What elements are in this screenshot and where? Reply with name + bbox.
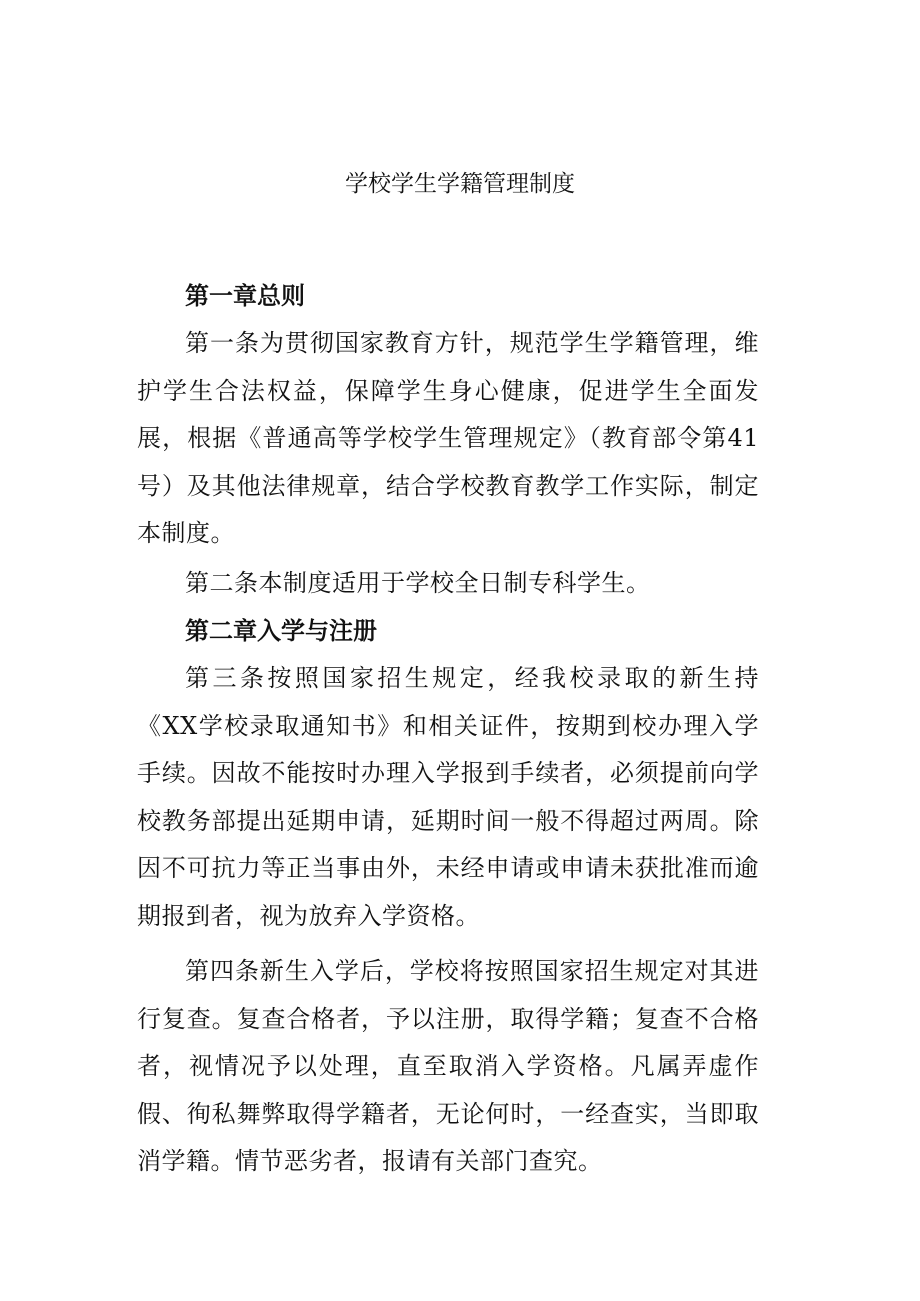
chapter-1-heading: 第一章总则 [185, 282, 305, 310]
article-3: 第三条按照国家招生规定，经我校录取的新生持《XX学校录取通知书》和相关证件，按期到校办理入学手续。因故不能按时办理入学报到手续者，必须提前向学校教务部提出延期申请，延期时间一般不得超过两周。除因不可抗力等正当事由外，未经申请或申请未获批准而逾期报到者，视为放弃入学资格。 [137, 664, 759, 930]
chapter-2-heading: 第二章入学与注册 [185, 617, 377, 645]
article-1: 第一条为贯彻国家教育方针，规范学生学籍管理，维护学生合法权益，保障学生身心健康，促进学生全面发展，根据《普通高等学校学生管理规定》（教育部令第41号）及其他法律规章，结合学校教育教学工作实际，制定本制度。 [137, 329, 759, 547]
document-body [137, 272, 759, 1186]
document-title: 学校学生学籍管理制度 [345, 171, 575, 197]
article-4: 第四条新生入学后，学校将按照国家招生规定对其进行复查。复查合格者，予以注册，取得学籍；复查不合格者，视情况予以处理，直至取消入学资格。凡属弄虚作假、徇私舞弊取得学籍者，无论何时，一经查实，当即取消学籍。情节恶劣者，报请有关部门查究。 [137, 957, 759, 1175]
article-2: 第二条本制度适用于学校全日制专科学生。 [185, 568, 651, 597]
